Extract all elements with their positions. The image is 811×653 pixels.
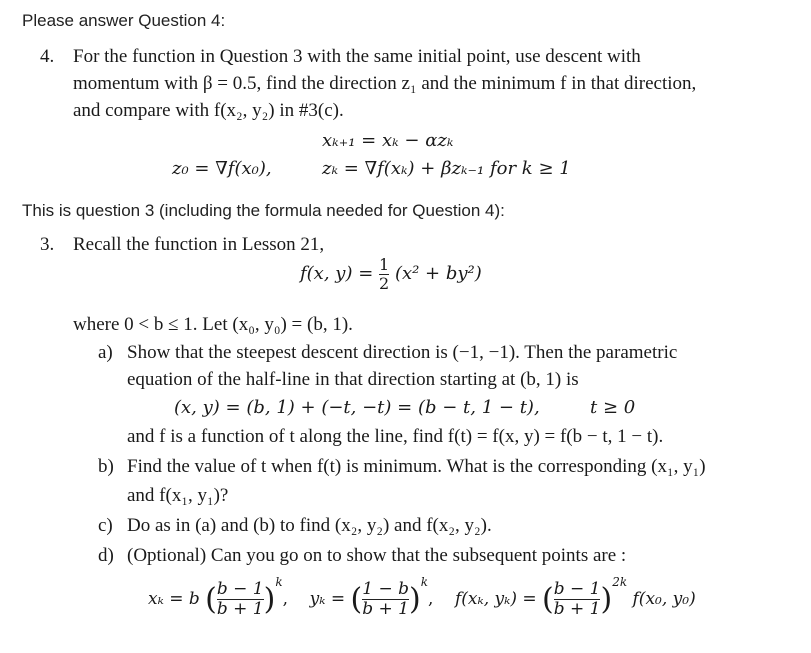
q4-line-1: For the function in Question 3 with the same initial point, use descent with	[73, 46, 641, 67]
left-paren: (	[350, 582, 363, 617]
part-b-line-2: and f(x₁, y₁)?	[127, 485, 229, 506]
separator: ,	[282, 589, 305, 609]
q4-line-3: and compare with f(x₂, y₂) in #3(c).	[73, 100, 344, 121]
part-a-line-3: and f is a function of t along the line, find f(t) = f(x, y) = f(b − t, 1 − t).	[127, 426, 664, 447]
xk-fraction-numerator: b − 1	[216, 579, 264, 600]
part-a-condition: t ≥ 0	[590, 397, 636, 418]
q3-where-clause: where 0 < b ≤ 1. Let (x₀, y₀) = (b, 1).	[73, 314, 353, 335]
q4-line-2: momentum with β = 0.5, find the direction z₁ and the minimum f in that direction,	[73, 73, 697, 94]
right-paren: )	[408, 582, 421, 617]
q4-update-equation: xₖ₊₁ = xₖ − αzₖ	[322, 130, 454, 151]
part-a-line-2: equation of the half-line in that direction starting at (b, 1) is	[127, 369, 579, 390]
f0-term: f(x₀, y₀)	[632, 589, 696, 609]
q3-intro: Recall the function in Lesson 21,	[73, 234, 325, 255]
yk-exponent: k	[420, 575, 428, 589]
part-a-line-1: Show that the steepest descent direction is (−1, −1). Then the parametric	[127, 342, 678, 363]
fk-fraction	[554, 580, 601, 618]
fk-lhs: f(xₖ, yₖ) =	[455, 589, 537, 609]
part-d-closed-form	[148, 575, 696, 619]
xk-fraction-denominator: b + 1	[216, 599, 264, 619]
yk-fraction-numerator: 1 − b	[362, 579, 409, 600]
part-a-label: a)	[98, 342, 113, 363]
function-rhs: (x² + by²)	[394, 263, 482, 285]
header-text: Please answer Question 4:	[22, 11, 226, 30]
yk-fraction	[362, 580, 409, 618]
part-c-label: c)	[98, 515, 113, 536]
fraction-denominator: 2	[379, 273, 390, 293]
fraction-numerator: 1	[379, 255, 390, 274]
one-half-fraction	[379, 256, 389, 292]
fk-fraction-numerator: b − 1	[553, 579, 601, 600]
xk-lhs: xₖ = b	[148, 589, 200, 609]
left-paren: (	[542, 582, 554, 617]
left-paren: (	[205, 582, 217, 617]
part-a-parametric-equation: (x, y) = (b, 1) + (−t, −t) = (b − t, 1 − t),	[174, 397, 540, 418]
yk-lhs: yₖ =	[309, 589, 346, 609]
fk-fraction-denominator: b + 1	[553, 599, 601, 619]
xk-exponent: k	[275, 575, 283, 589]
q4-momentum-direction: zₖ = ∇f(xₖ) + βzₖ₋₁ for k ≥ 1	[322, 158, 571, 179]
right-paren: )	[263, 582, 276, 617]
part-b-label: b)	[98, 456, 114, 477]
part-d-label: d)	[98, 545, 114, 566]
q4-number: 4.	[40, 46, 55, 67]
fk-exponent: 2k	[612, 575, 628, 589]
yk-fraction-denominator: b + 1	[362, 599, 409, 619]
q3-number: 3.	[40, 234, 55, 255]
right-paren: )	[600, 582, 613, 617]
function-lhs: f(x, y) =	[300, 263, 374, 285]
part-b-line-1: Find the value of t when f(t) is minimum. What is the corresponding (x₁, y₁)	[127, 456, 706, 477]
part-c-line-1: Do as in (a) and (b) to find (x₂, y₂) and f(x₂, y₂).	[127, 515, 492, 536]
xk-fraction	[217, 580, 264, 618]
subheader-text: This is question 3 (including the formula needed for Question 4):	[22, 201, 505, 220]
separator: ,	[427, 589, 450, 609]
part-d-line-1: (Optional) Can you go on to show that the subsequent points are :	[127, 545, 627, 566]
q3-function-definition	[300, 256, 482, 292]
q4-initial-direction: z₀ = ∇f(x₀),	[172, 158, 272, 179]
